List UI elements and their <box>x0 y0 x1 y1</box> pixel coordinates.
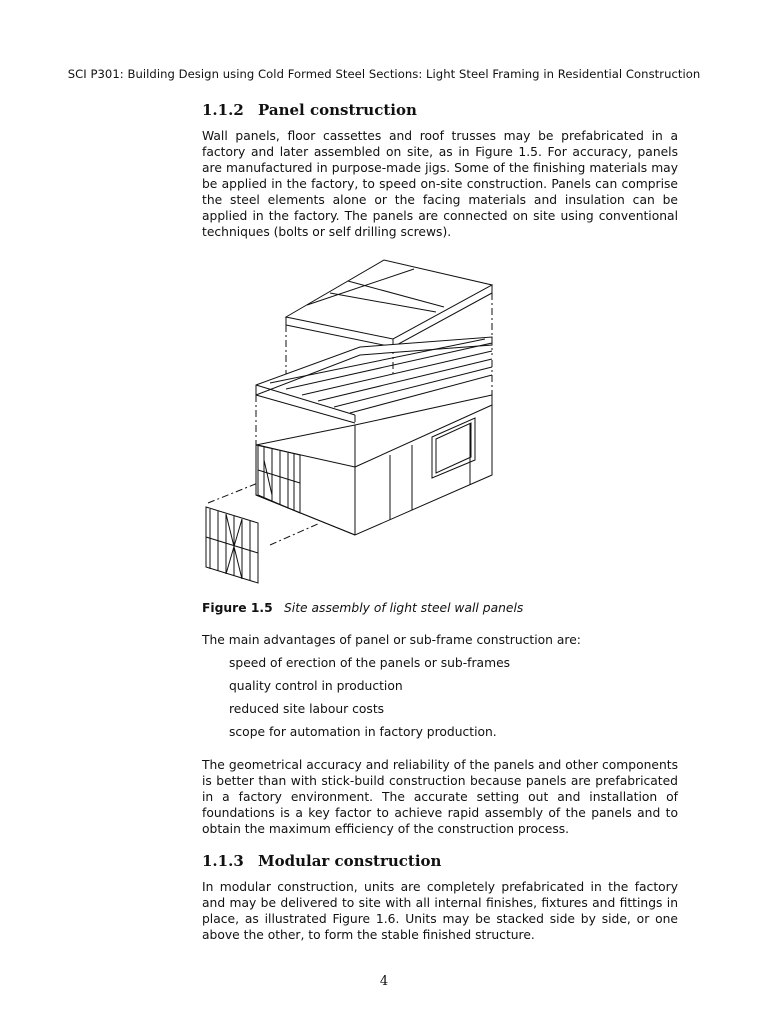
advantages-list <box>229 655 510 747</box>
accuracy-paragraph: The geometrical accuracy and reliability of the panels and other components is better than with stick-build construction because panels are prefabricated in a factory environment. The accurate setting out and installation of foundations is a key factor to achieve rapid assembly of the panels and to obtain the maximum efficiency of the construction process. <box>202 758 678 836</box>
figure-caption <box>202 601 523 615</box>
building-box <box>256 395 492 535</box>
roof-panel <box>286 260 492 347</box>
section-title: Panel construction <box>258 101 417 119</box>
figure-number: Figure 1.5 <box>202 601 273 615</box>
list-item: quality control in production <box>229 679 403 693</box>
list-item: scope for automation in factory production. <box>229 725 497 739</box>
panel-construction-paragraph: Wall panels, floor cassettes and roof trusses may be prefabricated in a factory and later assembled on site, as in Figure 1.5. For accuracy, panels are manufactured in purpose-made jigs. Some of the finishing materials may be applied in the factory, to speed on-site construction. Panels can comprise the steel elements alone or the facing materials and insulation can be applied in the factory. The panels are connected on site using conventional techniques (bolts or self drilling screws). <box>202 129 678 239</box>
figure-site-assembly-drawing <box>200 255 500 590</box>
section-number: 1.1.3 <box>202 852 244 870</box>
list-item: speed of erection of the panels or sub-frames <box>229 656 511 670</box>
running-header: SCI P301: Building Design using Cold Formed Steel Sections: Light Steel Framing in Residential Construction <box>67 67 701 81</box>
section-heading-1-1-3 <box>202 852 441 870</box>
modular-construction-paragraph: In modular construction, units are completely prefabricated in the factory and may be delivered to site with all internal finishes, fixtures and fittings in place, as illustrated Figure 1.6. Units may be stacked side by side, or one above the other, to form the stable finished structure. <box>202 880 678 942</box>
figure-title: Site assembly of light steel wall panels <box>284 601 524 615</box>
page-number: 4 <box>379 974 389 989</box>
list-item: reduced site labour costs <box>229 702 385 716</box>
advantages-intro: The main advantages of panel or sub-frame construction are: <box>202 633 581 647</box>
detached-wall-panel <box>206 507 258 583</box>
section-heading-1-1-2 <box>202 101 417 119</box>
section-number: 1.1.2 <box>202 101 244 119</box>
section-title: Modular construction <box>258 852 442 870</box>
